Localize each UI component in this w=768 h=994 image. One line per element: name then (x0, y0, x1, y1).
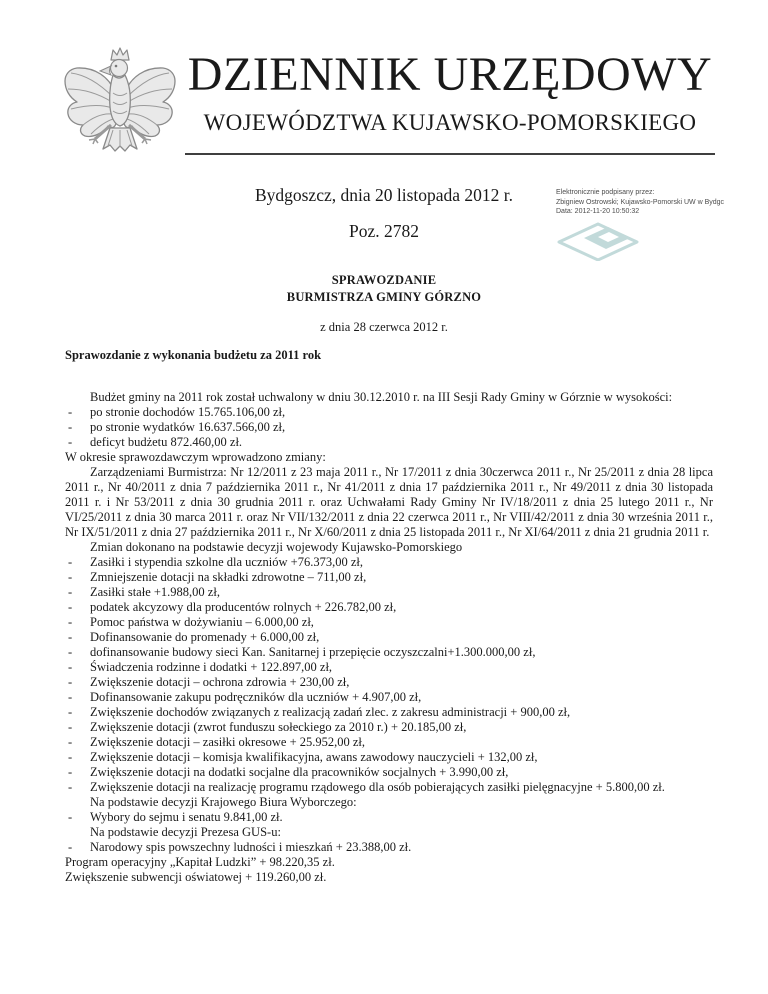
list-item (65, 645, 713, 660)
list-item-text: Narodowy spis powszechny ludności i mieszkań + 23.388,00 zł. (90, 840, 412, 854)
list-item-text: po stronie wydatków 16.637.566,00 zł, (90, 420, 286, 434)
list-item-text: Zwiększenie dotacji (zwrot funduszu sołeckiego za 2010 r.) + 20.185,00 zł, (90, 720, 467, 734)
signature-line-3: Data: 2012-11-20 10:50:32 (556, 208, 640, 215)
list-item (65, 840, 713, 855)
list-item-text: Zwiększenie dotacji – komisja kwalifikacyjna, awans zawodowy nauczycieli + 132,00 zł, (90, 750, 538, 764)
list-item-text: Zmniejszenie dotacji na składki zdrowotne – 711,00 zł, (90, 570, 367, 584)
list-item-text: Zwiększenie dotacji – zasiłki okresowe + 25.952,00 zł, (90, 735, 366, 749)
list-item (65, 630, 713, 645)
list-dash: - (68, 765, 73, 779)
paragraph: Zmian dokonano na podstawie decyzji wojewody Kujawsko-Pomorskiego (90, 540, 463, 554)
list-item-text: Zwiększenie dotacji na dodatki socjalne dla pracowników socjalnych + 3.990,00 zł, (90, 765, 509, 779)
paragraph: Program operacyjny „Kapitał Ludzki” + 98.220,35 zł. (65, 855, 335, 869)
list-item (65, 690, 713, 705)
list-item-text: dofinansowanie budowy sieci Kan. Sanitarnej i przepięcie oczyszczalni+1.300.000,00 zł, (90, 645, 536, 659)
list-dash: - (68, 615, 73, 629)
list-item-text: deficyt budżetu 872.460,00 zł. (90, 435, 243, 449)
list-dash: - (68, 690, 73, 704)
list-dash: - (68, 435, 73, 449)
list-dash: - (68, 405, 73, 419)
list-item-text: podatek akcyzowy dla producentów rolnych + 226.782,00 zł, (90, 600, 397, 614)
list-dash: - (68, 750, 73, 764)
document-date: z dnia 28 czerwca 2012 r. (320, 320, 448, 334)
list-item-text: Zwiększenie dotacji – ochrona zdrowia + 230,00 zł, (90, 675, 350, 689)
paragraph: W okresie sprawozdawczym wprowadzono zmiany: (65, 450, 326, 464)
list-item (65, 810, 713, 825)
paragraph: Budżet gminy na 2011 rok został uchwalony w dniu 30.12.2010 r. na III Sesji Rady Gminy w Górznie w wysokości: (90, 390, 673, 404)
list-item (65, 435, 713, 450)
list-dash: - (68, 675, 73, 689)
masthead (55, 45, 715, 180)
list-dash: - (68, 570, 73, 584)
list-item-text: Zasiłki i stypendia szkolne dla uczniów +76.373,00 zł, (90, 555, 363, 569)
list-dash: - (68, 735, 73, 749)
list-dash: - (68, 705, 73, 719)
list-dash: - (68, 630, 73, 644)
list-dash: - (68, 810, 73, 824)
list-item (65, 765, 713, 780)
masthead-text (185, 45, 715, 180)
paragraph: Zwiększenie subwencji oświatowej + 119.260,00 zł. (65, 870, 327, 884)
list-item-text: po stronie dochodów 15.765.106,00 zł, (90, 405, 286, 419)
list-item (65, 705, 713, 720)
list-dash: - (68, 840, 73, 854)
list-dash: - (68, 555, 73, 569)
dateline: Bydgoszcz, dnia 20 listopada 2012 r. (254, 185, 514, 205)
masthead-rule (185, 153, 715, 155)
signature-block (556, 188, 768, 261)
journal-title: DZIENNIK URZĘDOWY (187, 48, 713, 101)
position-number: Poz. 2782 (349, 221, 419, 241)
signature-line-2: Zbigniew Ostrowski; Kujawsko-Pomorski UW w Bydgc (556, 198, 725, 206)
list-item-text: Zwiększenie dochodów związanych z realizacją zadań zlec. z zakresu administracji + 900,00 zł, (90, 705, 571, 719)
list-item (65, 780, 713, 795)
journal-subtitle: WOJEWÓDZTWA KUJAWSKO-POMORSKIEGO (203, 110, 697, 135)
list-item (65, 750, 713, 765)
list-item (65, 735, 713, 750)
list-item (65, 585, 713, 600)
document-title (0, 272, 768, 306)
list-item (65, 570, 713, 585)
paragraph: Na podstawie decyzji Prezesa GUS-u: (90, 825, 281, 839)
list-dash: - (68, 720, 73, 734)
list-item-text: Wybory do sejmu i senatu 9.841,00 zł. (90, 810, 283, 824)
list-item (65, 675, 713, 690)
paragraph: Zarządzeniami Burmistrza: Nr 12/2011 z 23 maja 2011 r., Nr 17/2011 z dnia 30czerwca 2011 r., Nr 25/2011 z dnia 28 lipca 2011 r., Nr 40/2011 z dnia 7 października 2011 r., Nr 41/2011 z dnia 17 października 2011 r., Nr 49/2011 z dnia 30 listopada 2011 r. i Nr 53/2011 z dnia 30 grudnia 2011 r. oraz Uchwałami Rady Gminy Nr IV/18/2011 z dnia 25 lutego 2011 r., Nr VI/25/2011 z dnia 30 marca 2011 r. oraz Nr VII/132/2011 z dnia 22 czerwca 2011 r., Nr VIII/42/2011 z dnia 30 września 2011 r., Nr IX/51/2011 z dnia 27 października 2011 r., Nr X/60/2011 z dnia 25 listopada 2011 r., Nr XI/64/2011 z dnia 21 grudnia 2011 r. (65, 465, 713, 539)
list-item-text: Zasiłki stałe +1.988,00 zł, (90, 585, 220, 599)
list-item (65, 420, 713, 435)
list-item-text: Zwiększenie dotacji na realizację programu rządowego dla osób pobierających zasiłki pielęgnacyjne + 5.800,00 zł. (90, 780, 665, 794)
list-item (65, 660, 713, 675)
list-item-text: Świadczenia rodzinne i dodatki + 122.897,00 zł, (90, 660, 333, 674)
esignature-diamond-icon (556, 221, 640, 261)
list-item-text: Pomoc państwa w dożywianiu – 6.000,00 zł, (90, 615, 314, 629)
list-item (65, 615, 713, 630)
list-item (65, 720, 713, 735)
document-body (65, 390, 713, 885)
list-dash: - (68, 585, 73, 599)
list-item (65, 555, 713, 570)
list-item-text: Dofinansowanie zakupu podręczników dla uczniów + 4.907,00 zł, (90, 690, 422, 704)
document-title-line2: BURMISTRZA GMINY GÓRZNO (286, 290, 482, 304)
list-item (65, 405, 713, 420)
signature-line-1: Elektronicznie podpisany przez: (556, 189, 655, 196)
list-item (65, 600, 713, 615)
list-dash: - (68, 600, 73, 614)
polish-eagle-emblem (55, 45, 185, 180)
paragraph: Na podstawie decyzji Krajowego Biura Wyborczego: (90, 795, 357, 809)
list-item-text: Dofinansowanie do promenady + 6.000,00 zł, (90, 630, 320, 644)
document-title-line1: SPRAWOZDANIE (331, 273, 437, 287)
list-dash: - (68, 780, 73, 794)
section-heading: Sprawozdanie z wykonania budżetu za 2011 rok (65, 348, 322, 362)
list-dash: - (68, 420, 73, 434)
list-dash: - (68, 645, 73, 659)
eagle-icon (55, 45, 185, 180)
list-dash: - (68, 660, 73, 674)
